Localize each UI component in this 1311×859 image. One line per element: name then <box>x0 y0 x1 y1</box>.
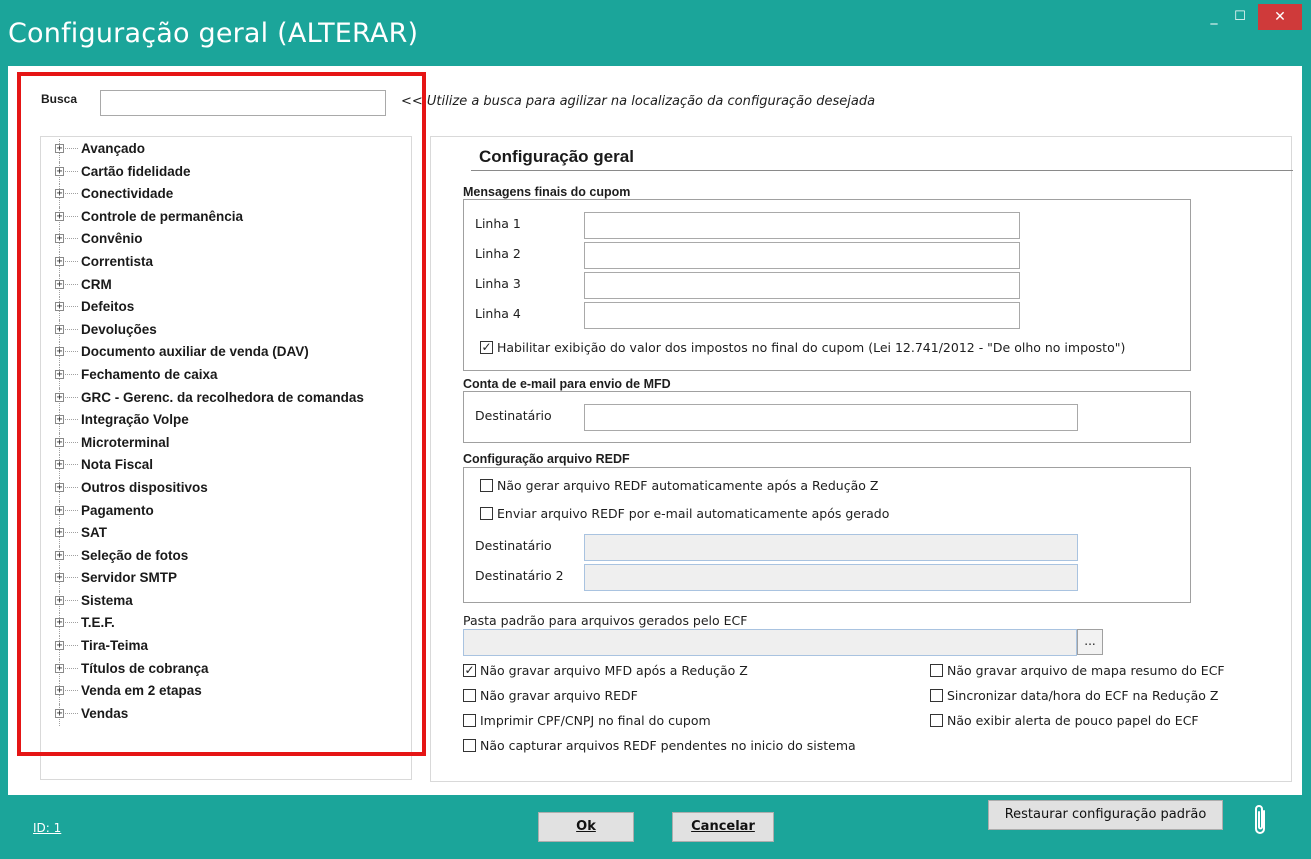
tree-panel <box>40 136 412 780</box>
tree-item-label: Cartão fidelidade <box>81 163 191 179</box>
ok-button[interactable]: Ok <box>538 812 634 842</box>
linha-1-input[interactable] <box>584 212 1020 239</box>
linha-2-label: Linha 2 <box>475 246 521 261</box>
linha-2-input[interactable] <box>584 242 1020 269</box>
impostos-checkbox-label: Habilitar exibição do valor dos impostos no final do cupom (Lei 12.741/2012 - "De olho no imposto") <box>497 340 1126 355</box>
expand-icon[interactable]: + <box>56 346 63 358</box>
tree-item-label: Conectividade <box>81 186 174 202</box>
email-destinatario-input[interactable] <box>584 404 1078 431</box>
tree-item-label: Convênio <box>81 231 143 247</box>
option-row[interactable] <box>930 663 1225 681</box>
tree-item-label: Servidor SMTP <box>81 570 178 586</box>
option-label: Não capturar arquivos REDF pendentes no inicio do sistema <box>480 738 856 753</box>
expand-icon[interactable]: + <box>56 165 63 177</box>
search-label: Busca <box>41 92 78 106</box>
maximize-button[interactable]: ☐ <box>1234 9 1246 24</box>
expand-icon[interactable]: + <box>56 685 63 697</box>
tree-item-label: SAT <box>81 525 107 541</box>
tree-item[interactable] <box>41 659 411 682</box>
tree-item[interactable] <box>41 139 411 162</box>
tree-item[interactable] <box>41 320 411 343</box>
option-checkbox[interactable] <box>463 714 476 727</box>
expand-icon[interactable]: + <box>56 707 63 719</box>
tree-item[interactable] <box>41 229 411 252</box>
option-row[interactable] <box>930 688 1218 706</box>
expand-icon[interactable]: + <box>56 504 63 516</box>
tree-item[interactable] <box>41 184 411 207</box>
tree-item-label: Integração Volpe <box>81 412 189 428</box>
tree-item-label: Microterminal <box>81 434 170 450</box>
tree-item[interactable] <box>41 613 411 636</box>
tree-item-label: Avançado <box>81 141 146 156</box>
tree-item[interactable] <box>41 275 411 298</box>
impostos-checkbox[interactable]: ✓ <box>481 340 492 354</box>
expand-icon[interactable]: + <box>56 255 63 267</box>
option-checkbox[interactable] <box>930 714 943 727</box>
pasta-input <box>463 629 1077 656</box>
minimize-button[interactable]: _ <box>1210 9 1218 25</box>
option-label: Não gravar arquivo REDF <box>480 688 638 703</box>
expand-icon[interactable]: + <box>56 617 63 629</box>
client-area <box>8 66 1302 795</box>
expand-icon[interactable]: + <box>56 481 63 493</box>
expand-icon[interactable]: + <box>56 143 63 154</box>
expand-icon[interactable]: + <box>56 301 63 313</box>
expand-icon[interactable]: + <box>56 368 63 380</box>
option-checkbox[interactable] <box>463 739 476 752</box>
email-group <box>463 391 1191 443</box>
option-label: Sincronizar data/hora do ECF na Redução Z <box>947 688 1219 703</box>
linha-4-label: Linha 4 <box>475 306 521 321</box>
tree-item-label: Venda em 2 etapas <box>81 683 202 699</box>
email-destinatario-label: Destinatário <box>475 408 552 423</box>
restore-defaults-button[interactable]: Restaurar configuração padrão <box>988 800 1223 830</box>
option-label: Não exibir alerta de pouco papel do ECF <box>947 713 1199 728</box>
tree-item[interactable] <box>41 297 411 320</box>
option-label: Não gravar arquivo MFD após a Redução Z <box>480 663 748 678</box>
option-row[interactable] <box>930 713 1199 731</box>
tree-item-label: Devoluções <box>81 321 157 337</box>
tree-item-label: Seleção de fotos <box>81 547 189 563</box>
footer <box>0 795 1311 859</box>
linha-4-input[interactable] <box>584 302 1020 329</box>
tree-item-label: Vendas <box>81 705 129 721</box>
option-label: Não gravar arquivo de mapa resumo do ECF <box>947 663 1225 678</box>
tree-item-label: Títulos de cobrança <box>81 660 209 676</box>
enviar-redf-row[interactable] <box>480 506 889 524</box>
expand-icon[interactable]: + <box>56 662 63 674</box>
option-checkbox[interactable] <box>930 664 943 677</box>
option-row[interactable] <box>463 713 711 731</box>
tree-item[interactable] <box>41 252 411 275</box>
expand-icon[interactable]: + <box>56 210 63 222</box>
tree-item-label: Sistema <box>81 592 133 608</box>
tree-item[interactable] <box>41 388 411 411</box>
expand-icon[interactable]: + <box>56 640 63 652</box>
config-panel <box>430 136 1292 782</box>
tree-item[interactable] <box>41 410 411 433</box>
redf-destinatario-label: Destinatário <box>475 538 552 553</box>
option-checkbox[interactable] <box>463 689 476 702</box>
linha-3-input[interactable] <box>584 272 1020 299</box>
expand-icon[interactable]: + <box>56 436 63 448</box>
tree-item[interactable] <box>41 207 411 230</box>
cancel-button[interactable]: Cancelar <box>672 812 774 842</box>
tree-item[interactable] <box>41 365 411 388</box>
redf-group <box>463 467 1191 603</box>
expand-icon[interactable]: + <box>56 278 63 290</box>
nao-gerar-redf-row[interactable] <box>480 478 878 496</box>
linha-1-label: Linha 1 <box>475 216 521 231</box>
id-link[interactable]: ID: 1 <box>33 821 62 835</box>
pasta-label: Pasta padrão para arquivos gerados pelo ECF <box>463 613 748 628</box>
tree-item-label: Nota Fiscal <box>81 457 154 473</box>
tree-item-label: Documento auxiliar de venda (DAV) <box>81 344 309 360</box>
tree-item-label: Correntista <box>81 253 154 269</box>
tree-item-label: Pagamento <box>81 502 154 518</box>
tree-item[interactable] <box>41 478 411 501</box>
browse-button[interactable]: ... <box>1077 629 1103 655</box>
tree-item-label: Controle de permanência <box>81 208 244 224</box>
tree-item[interactable] <box>41 162 411 185</box>
tree-item-label: Tira-Teima <box>81 638 149 654</box>
nao-gerar-redf-checkbox[interactable] <box>480 479 493 492</box>
expand-icon[interactable]: + <box>56 572 63 584</box>
expand-icon[interactable]: + <box>56 391 63 403</box>
tree-item[interactable] <box>41 704 411 727</box>
tree-item-label: GRC - Gerenc. da recolhedora de comandas <box>81 389 364 405</box>
option-checkbox[interactable] <box>930 689 943 702</box>
tree-item-label: Fechamento de caixa <box>81 366 218 382</box>
tree-item[interactable] <box>41 568 411 591</box>
expand-icon[interactable]: + <box>56 323 63 335</box>
nao-gerar-redf-label: Não gerar arquivo REDF automaticamente após a Redução Z <box>497 478 879 493</box>
option-row[interactable] <box>463 663 748 681</box>
title-bar <box>0 0 1311 66</box>
tree-item[interactable] <box>41 681 411 704</box>
search-hint: << Utilize a busca para agilizar na localização da configuração desejada <box>401 94 876 109</box>
tree-item[interactable] <box>41 591 411 614</box>
title-divider <box>471 170 1293 171</box>
expand-icon[interactable]: + <box>56 233 63 245</box>
expand-icon[interactable]: + <box>56 459 63 471</box>
expand-icon[interactable]: + <box>56 188 63 200</box>
option-row[interactable] <box>463 738 856 756</box>
tree-item-label: Defeitos <box>81 299 135 315</box>
close-button[interactable]: ✕ <box>1258 4 1302 30</box>
redf-group-label: Configuração arquivo REDF <box>463 452 630 466</box>
config-tree <box>41 139 411 721</box>
tree-item[interactable] <box>41 546 411 569</box>
mensagens-group-label: Mensagens finais do cupom <box>463 185 631 199</box>
enviar-redf-label: Enviar arquivo REDF por e-mail automaticamente após gerado <box>497 506 890 521</box>
enviar-redf-checkbox[interactable] <box>480 507 493 520</box>
expand-icon[interactable]: + <box>56 527 63 539</box>
tree-item[interactable] <box>41 455 411 478</box>
option-label: Imprimir CPF/CNPJ no final do cupom <box>480 713 711 728</box>
tree-item[interactable] <box>41 342 411 365</box>
tree-item-label: Outros dispositivos <box>81 479 208 495</box>
expand-icon[interactable]: + <box>56 594 63 606</box>
expand-icon[interactable]: + <box>56 414 63 426</box>
option-checkbox[interactable]: ✓ <box>464 663 475 677</box>
tree-item-label: T.E.F. <box>81 615 115 631</box>
mensagens-group <box>463 199 1191 371</box>
redf-destinatario2-label: Destinatário 2 <box>475 568 564 583</box>
redf-destinatario2-input <box>584 564 1078 591</box>
redf-destinatario-input <box>584 534 1078 561</box>
config-title: Configuração geral <box>479 147 634 166</box>
linha-3-label: Linha 3 <box>475 276 521 291</box>
paperclip-icon[interactable] <box>1253 803 1269 837</box>
tree-item[interactable] <box>41 433 411 456</box>
option-row[interactable] <box>463 688 638 706</box>
tree-item[interactable] <box>41 501 411 524</box>
expand-icon[interactable]: + <box>56 549 63 561</box>
impostos-checkbox-row[interactable] <box>480 340 1125 358</box>
tree-item[interactable] <box>41 523 411 546</box>
search-input[interactable] <box>100 90 386 116</box>
email-group-label: Conta de e-mail para envio de MFD <box>463 377 671 391</box>
tree-item-label: CRM <box>81 276 112 292</box>
tree-item[interactable] <box>41 636 411 659</box>
window-title: Configuração geral (ALTERAR) <box>8 18 419 49</box>
